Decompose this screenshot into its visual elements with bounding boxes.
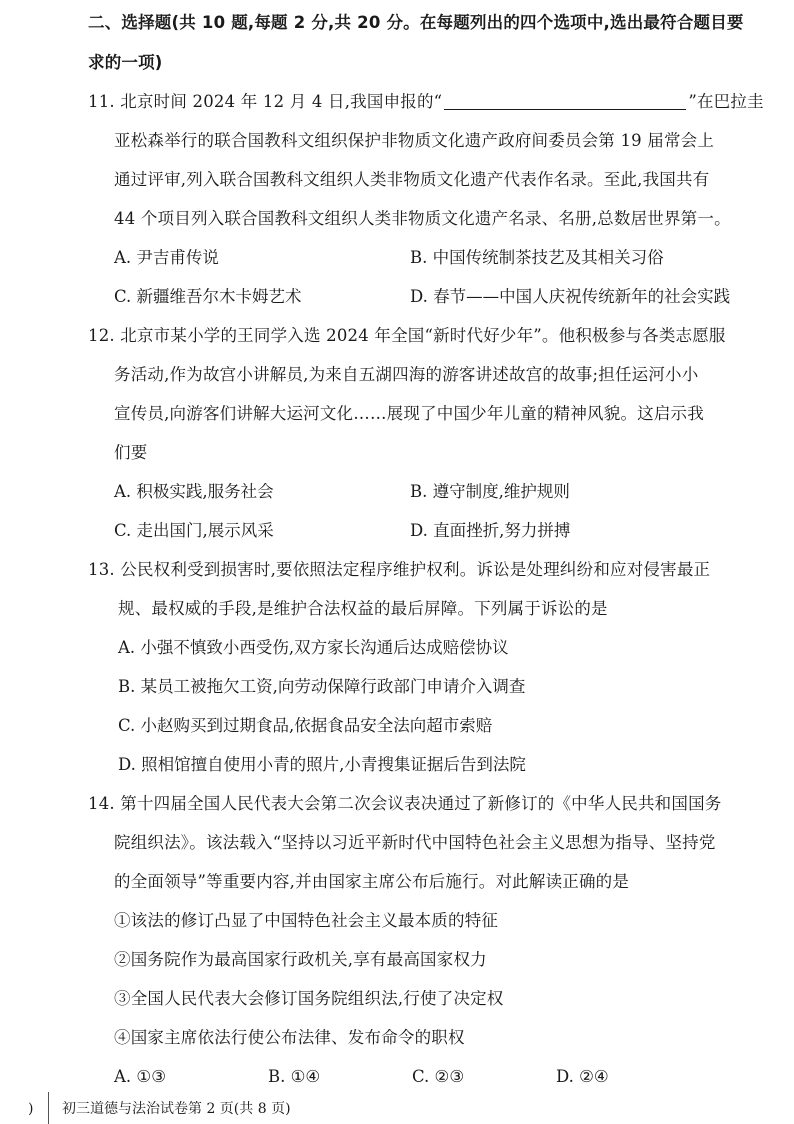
q13-stem-line2: 规、最权威的手段,是维护合法权益的最后屏障。下列属于诉讼的是 [118, 599, 608, 618]
q11-option-c: C. 新疆维吾尔木卡姆艺术 [114, 287, 302, 306]
q12-option-d: D. 直面挫折,努力拼搏 [410, 521, 571, 540]
binding-divider [48, 1092, 49, 1124]
q14-statement-4: ④国家主席依法行使公布法律、发布命令的职权 [114, 1028, 465, 1047]
q13-option-c: C. 小赵购买到过期食品,依据食品安全法向超市索赔 [118, 716, 493, 735]
q14-option-a: A. ①③ [114, 1067, 166, 1086]
q14-option-b: B. ①④ [268, 1067, 321, 1086]
q11-stem-line3: 通过评审,列入联合国教科文组织人类非物质文化遗产代表作名录。至此,我国共有 [114, 170, 710, 189]
answer-blank [444, 93, 686, 110]
q12-option-c: C. 走出国门,展示风采 [114, 521, 274, 540]
q12-stem-line3: 宣传员,向游客们讲解大运河文化……展现了中国少年儿童的精神风貌。这启示我 [114, 404, 704, 423]
q14-statement-2: ②国务院作为最高国家行政机关,享有最高国家权力 [114, 950, 487, 969]
q14-option-d: D. ②④ [556, 1067, 609, 1086]
q14-stem-line3: 的全面领导”等重要内容,并由国家主席公布后施行。对此解读正确的是 [114, 872, 630, 891]
q12-option-a: A. 积极实践,服务社会 [114, 482, 274, 501]
q12-stem-line2: 务活动,作为故宫小讲解员,为来自五湖四海的游客讲述故宫的故事;担任运河小小 [114, 365, 699, 384]
q14-stem-line2: 院组织法》。该法载入“坚持以习近平新时代中国特色社会主义思想为指导、坚持党 [114, 833, 716, 852]
q11-option-d: D. 春节——中国人庆祝传统新年的社会实践 [410, 287, 731, 306]
q14-statement-1: ①该法的修订凸显了中国特色社会主义最本质的特征 [114, 911, 499, 930]
q12-option-b: B. 遵守制度,维护规则 [410, 482, 570, 501]
q14-statement-3: ③全国人民代表大会修订国务院组织法,行使了决定权 [114, 989, 504, 1008]
q11-stem-line1 [88, 91, 764, 113]
q13-stem-line1: 13. 公民权利受到损害时,要依照法定程序维护权利。诉讼是处理纠纷和应对侵害最正 [88, 560, 711, 579]
q11-option-a: A. 尹吉甫传说 [114, 248, 219, 267]
section-header-line2: 求的一项) [88, 53, 163, 72]
q11-option-b: B. 中国传统制茶技艺及其相关习俗 [410, 248, 664, 267]
q14-option-c: C. ②③ [412, 1067, 465, 1086]
q12-stem-line1: 12. 北京市某小学的王同学入选 2024 年全国“新时代好少年”。他积极参与各类志愿服 [88, 326, 726, 345]
binding-mark: ) [28, 1101, 34, 1117]
q11-stem-line2: 亚松森举行的联合国教科文组织保护非物质文化遗产政府间委员会第 19 届常会上 [114, 131, 715, 150]
q11-stem-before-blank: 11. 北京时间 2024 年 12 月 4 日,我国申报的“ [88, 92, 443, 111]
q13-option-b: B. 某员工被拖欠工资,向劳动保障行政部门申请介入调查 [118, 677, 526, 696]
q11-stem-after-blank: ”在巴拉圭 [688, 92, 764, 111]
page-footer: 初三道德与法治试卷第 2 页(共 8 页) [62, 1101, 291, 1117]
q13-option-d: D. 照相馆擅自使用小青的照片,小青搜集证据后告到法院 [118, 755, 526, 774]
section-header-line1: 二、选择题(共 10 题,每题 2 分,共 20 分。在每题列出的四个选项中,选出最符合题目要 [88, 13, 744, 32]
q12-stem-line4: 们要 [114, 443, 148, 462]
q14-stem-line1: 14. 第十四届全国人民代表大会第二次会议表决通过了新修订的《中华人民共和国国务 [88, 794, 722, 813]
q11-stem-line4: 44 个项目列入联合国教科文组织人类非物质文化遗产名录、名册,总数居世界第一。 [114, 209, 731, 228]
q13-option-a: A. 小强不慎致小西受伤,双方家长沟通后达成赔偿协议 [118, 638, 509, 657]
